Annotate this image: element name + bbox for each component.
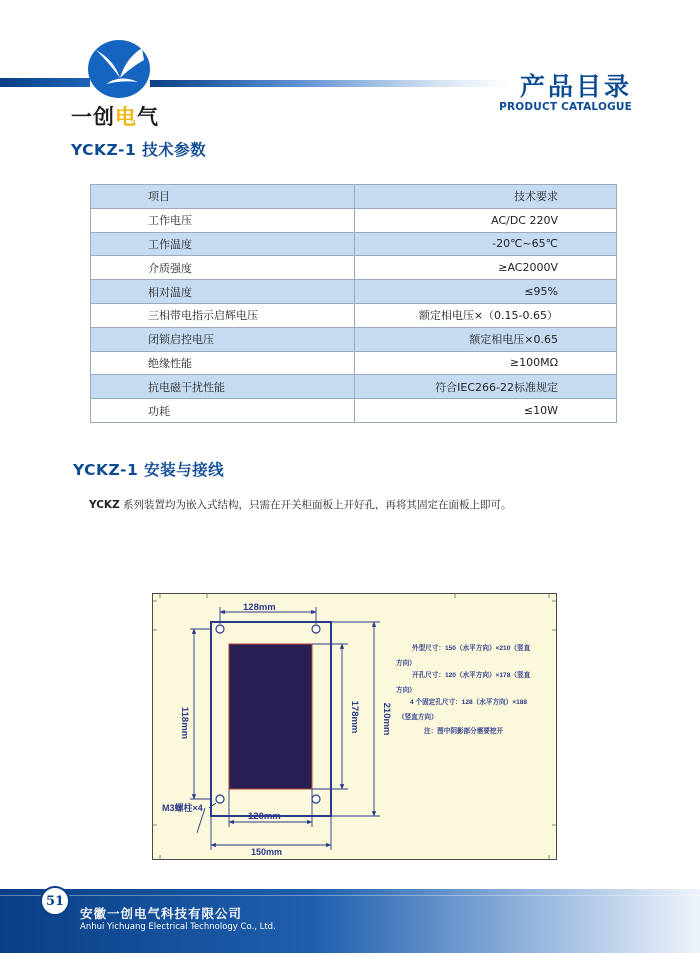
note-line: （竖直方向） <box>398 714 438 721</box>
company-name-en: Anhui Yichuang Electrical Technology Co., Ltd. <box>80 922 276 932</box>
dim-left: 118mm <box>179 706 190 740</box>
page-number: 51 <box>40 886 70 916</box>
note-line: 开孔尺寸：120（水平方向）×178（竖直 <box>412 672 531 679</box>
logo-wordmark: 一创电气 <box>71 105 159 129</box>
footer-divider <box>0 895 700 896</box>
table-row <box>91 303 617 327</box>
table-row <box>91 232 617 256</box>
row-value: ≥AC2000V <box>355 256 617 280</box>
dim-bottom-outer: 150mm <box>251 847 283 857</box>
row-item: 绝缘性能 <box>91 351 355 375</box>
section-title-installation: YCKZ-1 安装与接线 <box>73 461 225 479</box>
section-title-tech-params: YCKZ-1 技术参数 <box>71 141 207 159</box>
panel-cutout <box>229 644 312 789</box>
header-item: 项目 <box>91 185 355 209</box>
screw-hole-icon <box>216 625 224 633</box>
table-header-row <box>91 185 617 209</box>
header-bar-right <box>150 80 510 87</box>
row-item: 工作温度 <box>91 232 355 256</box>
note-line: 方向） <box>396 687 416 694</box>
spec-table <box>90 184 617 423</box>
dim-inner-right: 178mm <box>349 700 360 734</box>
row-value: ≥100MΩ <box>355 351 617 375</box>
row-value: 额定相电压×0.65 <box>355 327 617 351</box>
installation-intro: YCKZ 系列装置均为嵌入式结构，只需在开关柜面板上开好孔，再将其固定在面板上即可。 <box>89 499 512 511</box>
note-line: 4 个固定孔尺寸：128（水平方向）×188 <box>410 699 528 706</box>
row-value: 额定相电压×（0.15-0.65） <box>355 303 617 327</box>
row-value: -20℃~65℃ <box>355 232 617 256</box>
table-row <box>91 327 617 351</box>
screw-hole-icon <box>216 795 224 803</box>
company-name-cn: 安徽一创电气科技有限公司 <box>80 906 243 921</box>
table-row <box>91 256 617 280</box>
screw-hole-icon <box>312 625 320 633</box>
header-requirement: 技术要求 <box>355 185 617 209</box>
table-row <box>91 375 617 399</box>
row-value: 符合IEC266-22标准规定 <box>355 375 617 399</box>
catalog-subtitle: PRODUCT CATALOGUE <box>499 101 632 113</box>
screw-label: M3螺柱×4 <box>162 803 203 813</box>
header-bar-left <box>0 78 90 87</box>
row-item: 功耗 <box>91 399 355 423</box>
note-line: 注：图中阴影部分需要挖开 <box>424 728 504 735</box>
dim-outer-right: 210mm <box>381 702 392 736</box>
row-item: 闭锁启控电压 <box>91 327 355 351</box>
company-logo-icon <box>86 38 152 100</box>
row-item: 三相带电指示启辉电压 <box>91 303 355 327</box>
row-value: ≤10W <box>355 399 617 423</box>
row-item: 相对温度 <box>91 280 355 304</box>
installation-drawing <box>152 593 557 860</box>
row-value: AC/DC 220V <box>355 208 617 232</box>
row-item: 介质强度 <box>91 256 355 280</box>
note-line: 外型尺寸：150（水平方向）×210（竖直 <box>412 645 531 652</box>
row-item: 工作电压 <box>91 208 355 232</box>
note-line: 方向） <box>396 660 416 667</box>
dim-top: 128mm <box>243 602 276 613</box>
screw-hole-icon <box>312 795 320 803</box>
dim-bottom-inner: 120mm <box>248 811 281 822</box>
table-row <box>91 280 617 304</box>
row-item: 抗电磁干扰性能 <box>91 375 355 399</box>
catalog-title: 产品目录 <box>519 72 632 101</box>
table-row <box>91 399 617 423</box>
row-value: ≤95% <box>355 280 617 304</box>
table-row <box>91 351 617 375</box>
table-row <box>91 208 617 232</box>
